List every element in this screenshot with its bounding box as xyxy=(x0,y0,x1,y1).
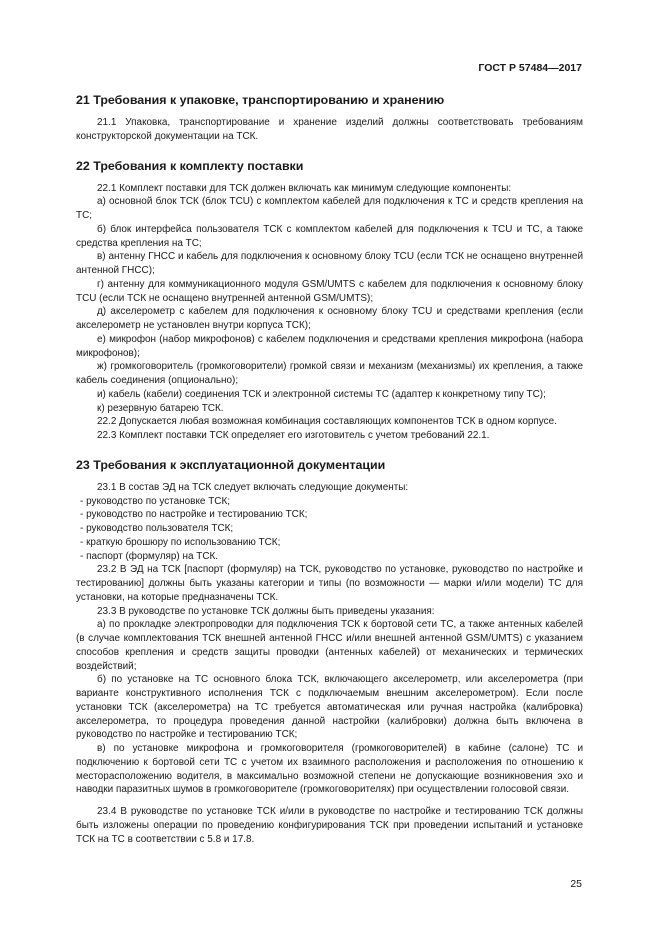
paragraph-22-1: 22.1 Комплект поставки для ТСК должен включать как минимум следующие компоненты: xyxy=(97,182,512,194)
list-item: б) по установке на ТС основного блока ТСК, включающего акселерометр, или акселерометра (при варианте конструктивного исполнения ТСК с подключаемым внешним акселерометром). Если после установки ТСК (акселерометра) на ТС требуется автоматическая или ручная настройка (калибровка) акселерометра, то процедура проведения данной настройки (калибровки) должна быть включена в руководство по настройке и тестированию ТСК; xyxy=(76,674,583,741)
list-item: и) кабель (кабели) соединения ТСК и электронной системы ТС (адаптер к конкретному типу ТС); xyxy=(97,388,546,400)
paragraph-22-3: 22.3 Комплект поставки ТСК определяет его изготовитель с учетом требований 22.1. xyxy=(97,430,490,441)
section-23-body xyxy=(76,481,583,847)
bullet-item: - паспорт (формуляр) на ТСК. xyxy=(80,550,219,562)
list-item: б) блок интерфейса пользователя ТСК с комплектом кабелей для подключения к TCU и ТС, а также средства крепления на ТС; xyxy=(76,223,583,249)
list-item: к) резервную батарею ТСК. xyxy=(97,402,224,414)
paragraph-23-4: 23.4 В руководстве по установке ТСК и/или в руководстве по настройке и тестированию ТСК должны быть изложены операции по проведению конфигурирования ТСК при проведении испытаний и установке ТСК на ТС в соответствии с 5.8 и 17.8. xyxy=(76,806,583,845)
list-item: г) антенну для коммуникационного модуля GSM/UMTS с кабелем для подключения к основному блоку TCU (если ТСК не оснащено внутренней антенной GSM/UMTS); xyxy=(76,278,583,304)
paragraph-23-1: 23.1 В состав ЭД на ТСК следует включать следующие документы: xyxy=(97,481,409,493)
list-item: е) микрофон (набор микрофонов) с кабелем подключения и средствами крепления микрофона (набора микрофонов); xyxy=(76,333,583,359)
paragraph-23-2: 23.2 В ЭД на ТСК [паспорт (формуляр) на ТСК, руководство по установке, руководство по настройке и тестированию] должны быть указаны категории и типы (по возможности — марки и/или модели) ТС для установки, на которые предназначены ТСК. xyxy=(76,564,583,603)
list-item: ж) громкоговоритель (громкоговорители) громкой связи и механизм (механизмы) их крепления, а также кабель соединения (опционально); xyxy=(76,361,583,386)
list-item: а) по прокладке электропроводки для подключения ТСК к бортовой сети ТС, а также антенных кабелей (в случае комплектования ТСК внешней антенной ГНСС и/или внешней антенной GSM/UMTS) с указанием способов крепления и средств защиты проводки (антенных кабелей) от механических и термических воздействий; xyxy=(76,619,583,672)
list-item: в) антенну ГНСС и кабель для подключения к основному блоку TCU (если ТСК не оснащено внутренней антенной ГНСС); xyxy=(76,251,583,276)
paragraph-22-2: 22.2 Допускается любая возможная комбинация составляющих компонентов ТСК в одном корпусе. xyxy=(97,416,557,428)
list-item: в) по установке микрофона и громкоговорителя (громкоговорителей) в кабине (салоне) ТС и подключению к бортовой сети ТС с учетом их взаимного расположения и расположения по отношению к месторасположению водителя, в максимально возможной степени не допускающие возникновения эхо и наводки паразитных шумов в громкоговорителе (громкоговорителях) при осуществлении голосовой связи. xyxy=(76,743,583,796)
bullet-item: - руководство по настройке и тестированию ТСК; xyxy=(80,509,308,521)
section-23-heading: 23 Требования к эксплуатационной документации xyxy=(76,457,386,472)
bullet-item: - краткую брошюру по использованию ТСК; xyxy=(80,536,281,548)
paragraph-23-3: 23.3 В руководстве по установке ТСК должны быть приведены указания: xyxy=(97,605,435,617)
list-item: д) акселерометр с кабелем для подключения к основному блоку TCU и средствами крепления (если акселерометр не установлен внутри корпуса ТСК); xyxy=(76,306,583,331)
page-content xyxy=(76,92,583,846)
bullet-item: - руководство по установке ТСК; xyxy=(80,495,230,507)
bullet-item: - руководство пользователя ТСК; xyxy=(80,523,234,534)
section-22-body xyxy=(76,182,583,443)
paragraph-21-1: 21.1 Упаковка, транспортирование и хранение изделий должны соответствовать требованиям конструкторской документации на ТСК. xyxy=(76,117,583,142)
list-item: а) основной блок ТСК (блок TCU) с комплектом кабелей для подключения к ТС и средств крепления на ТС; xyxy=(76,196,583,221)
page-number: 25 xyxy=(570,878,582,890)
section-21-heading: 21 Требования к упаковке, транспортированию и хранению xyxy=(76,93,445,107)
document-code: ГОСТ Р 57484—2017 xyxy=(478,62,582,74)
section-21-body xyxy=(76,116,583,144)
section-22-heading: 22 Требования к комплекту поставки xyxy=(76,158,304,173)
